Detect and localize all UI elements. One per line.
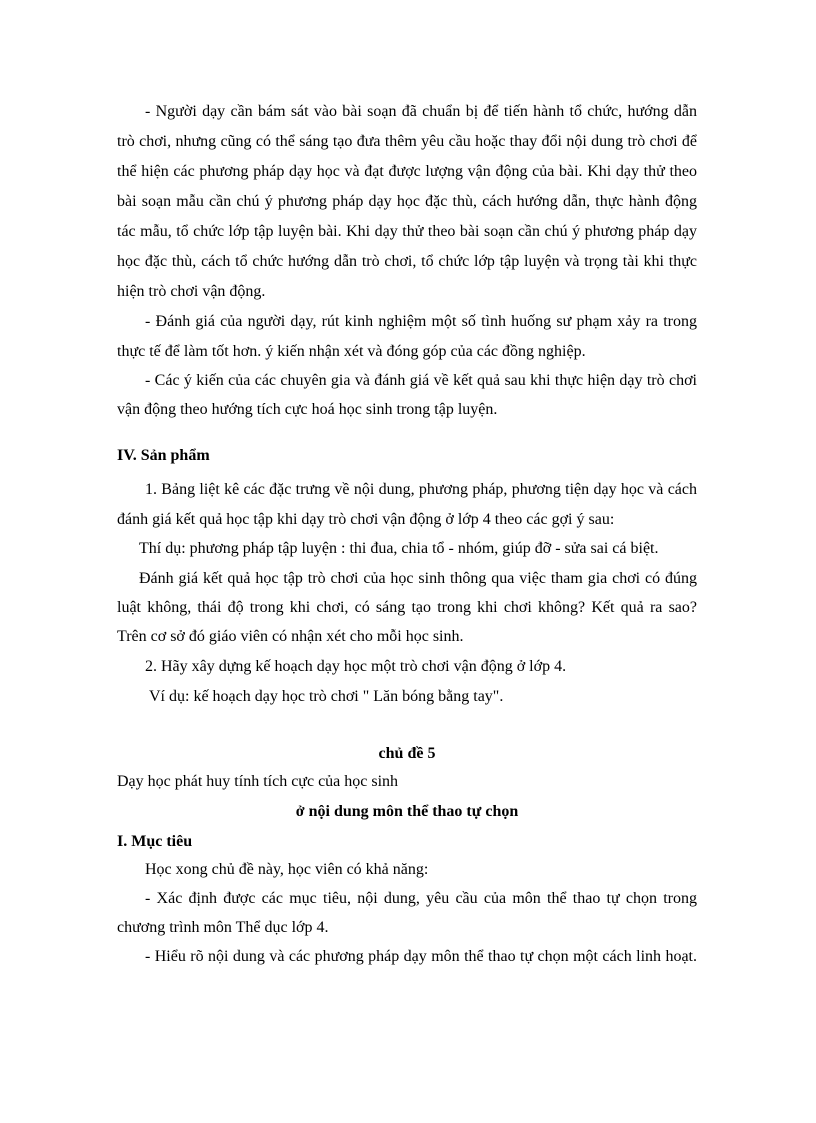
topic-subtitle-bold: ở nội dung môn thể thao tự chọn [295, 803, 519, 820]
paragraph-line: vận động theo hướng tích cực hoá học sinh trong tập luyện. [117, 401, 498, 418]
objectives-heading: I. Mục tiêu [117, 833, 193, 850]
paragraph-line: hiện trò chơi vận động. [117, 283, 266, 300]
paragraph-line: - Hiểu rõ nội dung và các phương pháp dạy môn thể thao tự chọn một cách linh hoạt. [145, 948, 697, 965]
paragraph-line: học đặc thù, cách tổ chức hướng dẫn trò chơi, tổ chức lớp tập luyện và trọng tài khi thực [117, 253, 697, 270]
section-heading: IV. Sản phẩm [117, 447, 210, 464]
paragraph-line: - Các ý kiến của các chuyên gia và đánh giá về kết quả sau khi thực hiện dạy trò chơi [145, 372, 697, 389]
paragraph-line: trò chơi, nhưng cũng có thể sáng tạo đưa thêm yêu cầu hoặc thay đổi nội dung trò chơi để [117, 133, 697, 150]
topic-subtitle: Dạy học phát huy tính tích cực của học sinh [117, 773, 399, 790]
paragraph-line: bài soạn mẫu cần chú ý phương pháp dạy học đặc thù, cách hướng dẫn, thực hành động [117, 193, 697, 210]
paragraph-line: thực tế để làm tốt hơn. ý kiến nhận xét và đóng góp của các đồng nghiệp. [117, 343, 586, 360]
paragraph-line: - Đánh giá của người dạy, rút kinh nghiệm một số tình huống sư phạm xảy ra trong [145, 313, 697, 330]
paragraph-line: Học xong chủ đề này, học viên có khả năng: [145, 861, 429, 878]
paragraph-line: 1. Bảng liệt kê các đặc trưng về nội dung, phương pháp, phương tiện dạy học và cách [145, 481, 697, 498]
paragraph-line: chương trình môn Thể dục lớp 4. [117, 919, 329, 936]
paragraph-line: tác mẫu, tổ chức lớp tập luyện bài. Khi dạy thử theo bài soạn cần chú ý phương pháp dạy [117, 223, 697, 240]
paragraph-line: - Người dạy cần bám sát vào bài soạn đã chuẩn bị để tiến hành tổ chức, hướng dẫn [145, 103, 697, 120]
paragraph-line: luật không, thái độ trong khi chơi, có sáng tạo trong khi chơi không? Kết quả ra sao? [117, 599, 697, 616]
paragraph-line: đánh giá kết quả học tập khi dạy trò chơi vận động ở lớp 4 theo các gợi ý sau: [117, 511, 615, 528]
document-page [117, 0, 697, 1123]
paragraph-line: 2. Hãy xây dựng kế hoạch dạy học một trò chơi vận động ở lớp 4. [145, 658, 567, 675]
paragraph-line: Ví dụ: kế hoạch dạy học trò chơi " Lăn bóng bằng tay". [149, 688, 504, 705]
paragraph-line: Thí dụ: phương pháp tập luyện : thi đua, chia tổ - nhóm, giúp đỡ - sửa sai cá biệt. [139, 540, 659, 557]
paragraph-line: Đánh giá kết quả học tập trò chơi của học sinh thông qua việc tham gia chơi có đúng [139, 570, 697, 587]
paragraph-line: - Xác định được các mục tiêu, nội dung, yêu cầu của môn thể thao tự chọn trong [145, 890, 697, 907]
paragraph-line: Trên cơ sở đó giáo viên có nhận xét cho mỗi học sinh. [117, 628, 464, 645]
paragraph-line: thể hiện các phương pháp dạy học và đạt được lượng vận động của bài. Khi dạy thử theo [117, 163, 697, 180]
topic-title: chủ đề 5 [378, 745, 436, 762]
